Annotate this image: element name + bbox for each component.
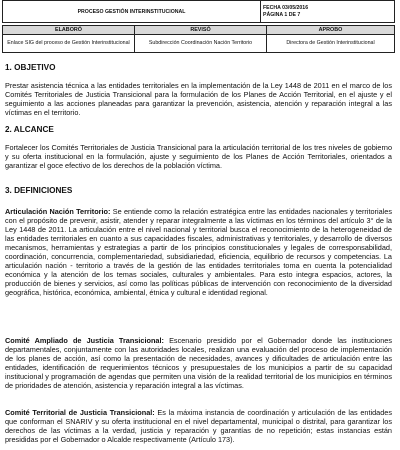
- definition-comite-territorial: [5, 408, 392, 444]
- alcance-heading: 2. ALCANCE: [5, 125, 54, 134]
- reviso-value: Subdirección Coordinación Nación Territorio: [135, 35, 267, 53]
- definiciones-heading: 3. DEFINICIONES: [5, 186, 73, 195]
- document-header: [2, 0, 395, 23]
- document-date: FECHA 03/05/2016: [263, 4, 309, 11]
- col-aprobo: APROBO: [267, 26, 395, 35]
- page-number: PÁGINA 1 DE 7: [263, 11, 301, 18]
- alcance-paragraph: Fortalecer los Comités Territoriales de Justicia Transicional para la articulación territorial de los tres niveles de gobierno y su oferta institucional en la formulación, ajuste y seguimiento de los Planes de Acción Territoriales, orientados a garantizar el goce efectivo de los derechos de la población víctima.: [5, 143, 392, 170]
- aprobo-value: Directora de Gestión Interinstitucional: [267, 35, 395, 53]
- definition-text: Escenario presidido por el Gobernador donde las instituciones departamentales, conjuntamente con las autoridades locales, realizan una evaluación del proceso de implementación de los planes de acción, así como la presentación de necesidades, avances y dificultades de articulación entre las entidades, identificación de requerimientos técnicos y presupuestales de los municipios a partir de su capacidad institucional y programación de agendas que permiten una visión de la realidad territorial de los municipios en términos de prioridades de atención, asistencia y reparación integral a las víctimas.: [5, 336, 392, 390]
- definition-term: Articulación Nación Territorio:: [5, 207, 111, 216]
- definition-text: Se entiende como la relación estratégica entre las entidades nacionales y territoriales con el propósito de prevenir, asistir, atender y reparar integralmente a las víctimas en los términos del artículo 3° de la Ley 1448 de 2011. La articulación entre el nivel nacional y territorial busca el reconocimiento de la heterogeneidad de las entidades territoriales en cuanto a sus capacidades fiscales, administrativas y territoriales, y desarrollo de diversos mecanismos, herramientas y estrategias a partir de los principios constitucionales y legales de corresponsabilidad, coordinación, concurrencia, complementariedad, subsidiariedad, eficiencia, equilibrio de recursos y competencias. La articulación nación - territorio a través de la gestión de las entidades territoriales toma en cuenta la potencialidad económica y la atención de los temas sociales, culturales y ambientales. Para esto integra espacios, actores, la producción de bienes y servicios, así como las políticas públicas de intervención con reconocimiento de la diversidad geográfica, histórica, económica, ambiental, étnica y cultural e identidad regional.: [5, 207, 392, 297]
- header-meta: [261, 1, 395, 23]
- process-name: PROCESO GESTIÓN INTERINSTITUCIONAL: [3, 1, 261, 23]
- approval-table: [2, 25, 395, 53]
- objetivo-heading: 1. OBJETIVO: [5, 63, 56, 72]
- elaboro-value: Enlace SIG del proceso de Gestión Interinstitucional: [3, 35, 135, 53]
- definition-articulacion: [5, 207, 392, 297]
- definition-term: Comité Ampliado de Justicia Transicional:: [5, 336, 164, 345]
- col-reviso: REVISÓ: [135, 26, 267, 35]
- col-elaboro: ELABORÓ: [3, 26, 135, 35]
- definition-term: Comité Territorial de Justicia Transicional:: [5, 408, 155, 417]
- definition-comite-ampliado: [5, 336, 392, 390]
- definition-text: Es la máxima instancia de coordinación y articulación de las entidades que conforman el SNARIV y su oferta institucional en el nivel departamental, municipal o distrital, para garantizar los derechos de las víctimas a la verdad, justicia y reparación y garantías de no repetición; estas instancias están presididas por el Gobernador o Alcalde respectivamente (Artículo 173).: [5, 408, 392, 444]
- objetivo-paragraph: Prestar asistencia técnica a las entidades territoriales en la implementación de la Ley 1448 de 2011 en el marco de los Comités Territoriales de Justicia Transicional para la formulación de los Planes de Acción Territorial, en el ajuste y el seguimiento a las acciones planeadas para garantizar la prevención, asistencia, atención y reparación integral a las víctimas en el territorio.: [5, 81, 392, 117]
